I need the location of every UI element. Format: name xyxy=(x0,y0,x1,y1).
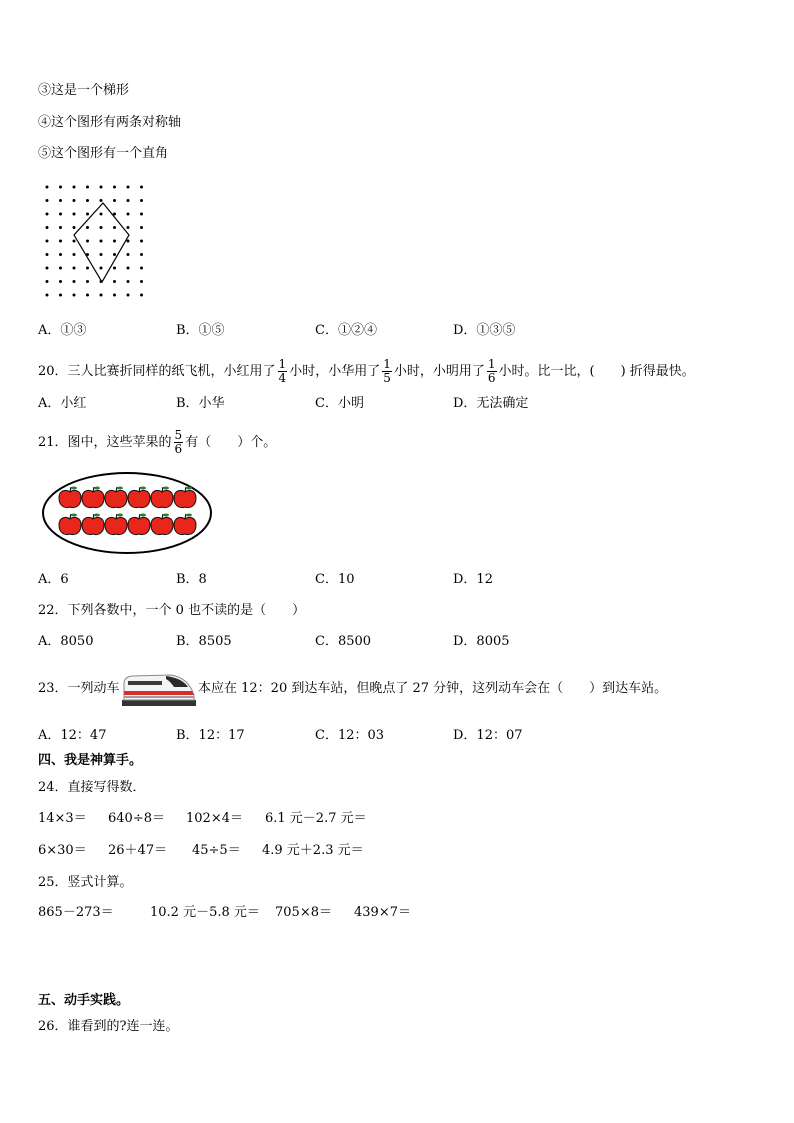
grid-dot xyxy=(73,213,76,216)
grid-dot xyxy=(86,199,89,202)
grid-dot xyxy=(73,253,76,256)
grid-dot xyxy=(46,199,49,202)
grid-dot xyxy=(59,240,62,243)
q23-question-text-2: 本应在 12：20 到达车站，但晚点了 27 分钟，这列动车会在（ ）到达车站。 xyxy=(198,681,668,696)
q19-option-a[interactable]: A．①③ xyxy=(38,323,87,338)
grid-dot xyxy=(127,240,130,243)
apple-icon xyxy=(82,487,104,508)
apple-icon xyxy=(105,514,127,535)
grid-dot xyxy=(59,226,62,229)
q20-option-a[interactable]: A．小红 xyxy=(38,396,87,411)
grid-dot xyxy=(46,186,49,189)
grid-dot xyxy=(127,253,130,256)
grid-dot xyxy=(59,199,62,202)
grid-dot xyxy=(73,280,76,283)
grid-dot xyxy=(113,294,116,297)
q23-option-c[interactable]: C．12：03 xyxy=(315,728,385,743)
q20-text-3: 小时，小明用了 xyxy=(393,364,485,379)
apple-icon xyxy=(82,514,104,535)
q20-option-d[interactable]: D．无法确定 xyxy=(453,396,529,411)
grid-dot xyxy=(86,213,89,216)
grid-dot xyxy=(100,267,103,270)
grid-dot xyxy=(86,186,89,189)
q22-option-d[interactable]: D．8005 xyxy=(453,634,510,649)
grid-dot xyxy=(113,199,116,202)
grid-dot xyxy=(113,267,116,270)
grid-dot xyxy=(86,280,89,283)
q25-item: 705×8＝ xyxy=(275,905,332,920)
grid-dot xyxy=(100,186,103,189)
grid-dot xyxy=(59,253,62,256)
grid-dot xyxy=(100,226,103,229)
q24-item: 26＋47＝ xyxy=(108,843,168,858)
q23-option-a[interactable]: A．12：47 xyxy=(38,728,107,743)
grid-dot xyxy=(100,213,103,216)
q24-item: 640÷8＝ xyxy=(108,811,165,826)
grid-dot xyxy=(46,240,49,243)
q24-item: 45÷5＝ xyxy=(192,843,241,858)
grid-dot xyxy=(113,280,116,283)
q20-text-4: 小时。比一比，( ) 折得最快。 xyxy=(498,364,695,379)
dot-grid-kite-figure xyxy=(40,180,160,305)
q23-question-text-1: 23．一列动车 xyxy=(38,681,120,696)
q19-option-c[interactable]: C．①②④ xyxy=(315,323,377,338)
grid-dot xyxy=(46,267,49,270)
statement-3: ③这是一个梯形 xyxy=(38,83,130,98)
statement-4: ④这个图形有两条对称轴 xyxy=(38,115,182,130)
grid-dot xyxy=(113,226,116,229)
q25-title: 25．竖式计算。 xyxy=(38,875,133,890)
q24-item: 14×3＝ xyxy=(38,811,87,826)
q21-option-b[interactable]: B．8 xyxy=(176,572,207,587)
q24-item: 102×4＝ xyxy=(186,811,243,826)
grid-dot xyxy=(46,213,49,216)
grid-dot xyxy=(86,226,89,229)
grid-dot xyxy=(73,226,76,229)
grid-dot xyxy=(113,253,116,256)
apple-icon xyxy=(174,514,196,535)
q23-option-b[interactable]: B．12：17 xyxy=(176,728,245,743)
grid-dot xyxy=(140,199,143,202)
grid-dot xyxy=(140,267,143,270)
grid-dot xyxy=(73,267,76,270)
q24-title: 24．直接写得数． xyxy=(38,780,146,795)
q22-option-b[interactable]: B．8505 xyxy=(176,634,232,649)
grid-dot xyxy=(46,253,49,256)
q22-option-a[interactable]: A．8050 xyxy=(38,634,94,649)
grid-dot xyxy=(100,199,103,202)
grid-dot xyxy=(100,294,103,297)
grid-dot xyxy=(127,213,130,216)
grid-dot xyxy=(59,280,62,283)
grid-dot xyxy=(59,294,62,297)
apple-icon xyxy=(151,514,173,535)
fraction-one-sixth: $\frac{1}{6}$ xyxy=(487,357,496,385)
grid-dot xyxy=(113,240,116,243)
grid-dot xyxy=(86,267,89,270)
grid-dots xyxy=(46,186,144,297)
grid-dot xyxy=(46,226,49,229)
grid-dot xyxy=(86,240,89,243)
grid-dot xyxy=(46,294,49,297)
q25-item: 10.2 元－5.8 元＝ xyxy=(150,905,260,920)
grid-dot xyxy=(140,226,143,229)
section-5-heading: 五、动手实践。 xyxy=(38,993,130,1008)
q20-question xyxy=(38,358,695,385)
grid-dot xyxy=(100,240,103,243)
fraction-one-fifth: $\frac{1}{5}$ xyxy=(383,357,391,385)
q20-option-b[interactable]: B．小华 xyxy=(176,396,225,411)
grid-dot xyxy=(86,294,89,297)
grid-dot xyxy=(127,199,130,202)
apple-icon xyxy=(128,514,150,535)
apple-icon xyxy=(151,487,173,508)
q20-option-c[interactable]: C．小明 xyxy=(315,396,364,411)
grid-dot xyxy=(127,294,130,297)
bullet-train-image xyxy=(122,669,196,707)
q20-text-1: 20．三人比赛折同样的纸飞机，小红用了 xyxy=(38,364,276,379)
grid-dot xyxy=(59,186,62,189)
q25-item: 439×7＝ xyxy=(354,905,411,920)
grid-dot xyxy=(59,267,62,270)
apple-icon xyxy=(59,514,81,535)
grid-dot xyxy=(127,267,130,270)
q21-text-1: 21．图中，这些苹果的 xyxy=(38,435,172,450)
apples-ellipse-figure xyxy=(40,470,216,558)
q22-option-c[interactable]: C．8500 xyxy=(315,634,372,649)
q21-option-d[interactable]: D．12 xyxy=(453,572,493,587)
q23-option-d[interactable]: D．12：07 xyxy=(453,728,523,743)
q21-question xyxy=(38,429,276,456)
grid-dot xyxy=(59,213,62,216)
fraction-five-sixths: $\frac{5}{6}$ xyxy=(174,428,183,456)
q20-text-2: 小时，小华用了 xyxy=(289,364,381,379)
q21-option-a[interactable]: A．6 xyxy=(38,572,69,587)
q21-text-2: 有（ ）个。 xyxy=(185,435,277,450)
q24-item: 4.9 元＋2.3 元＝ xyxy=(262,843,364,858)
grid-dot xyxy=(127,280,130,283)
apple-icon xyxy=(174,487,196,508)
grid-dot xyxy=(73,294,76,297)
grid-dot xyxy=(73,240,76,243)
apple-icon xyxy=(59,487,81,508)
grid-dot xyxy=(100,253,103,256)
q24-item: 6×30＝ xyxy=(38,843,87,858)
apple-group-ellipse xyxy=(43,473,211,553)
grid-dot xyxy=(140,240,143,243)
section-4-heading: 四、我是神算手。 xyxy=(38,753,143,768)
q25-item: 865－273＝ xyxy=(38,905,114,920)
statement-5: ⑤这个图形有一个直角 xyxy=(38,146,169,161)
q19-option-d[interactable]: D．①③⑤ xyxy=(453,323,516,338)
grid-dot xyxy=(46,280,49,283)
q26-title: 26．谁看到的?连一连。 xyxy=(38,1019,179,1034)
grid-dot xyxy=(127,186,130,189)
grid-dot xyxy=(140,280,143,283)
q21-option-c[interactable]: C．10 xyxy=(315,572,355,587)
fraction-one-quarter: $\frac{1}{4}$ xyxy=(278,357,287,385)
grid-dot xyxy=(140,213,143,216)
grid-dot xyxy=(113,186,116,189)
q22-question: 22．下列各数中，一个 0 也不读的是（ ） xyxy=(38,603,306,618)
grid-dot xyxy=(127,226,130,229)
q24-item: 6.1 元－2.7 元＝ xyxy=(265,811,367,826)
apple-icon xyxy=(128,487,150,508)
q19-option-b[interactable]: B．①⑤ xyxy=(176,323,225,338)
grid-dot xyxy=(73,186,76,189)
apple-icon xyxy=(105,487,127,508)
grid-dot xyxy=(140,294,143,297)
grid-dot xyxy=(73,199,76,202)
grid-dot xyxy=(140,253,143,256)
grid-dot xyxy=(140,186,143,189)
